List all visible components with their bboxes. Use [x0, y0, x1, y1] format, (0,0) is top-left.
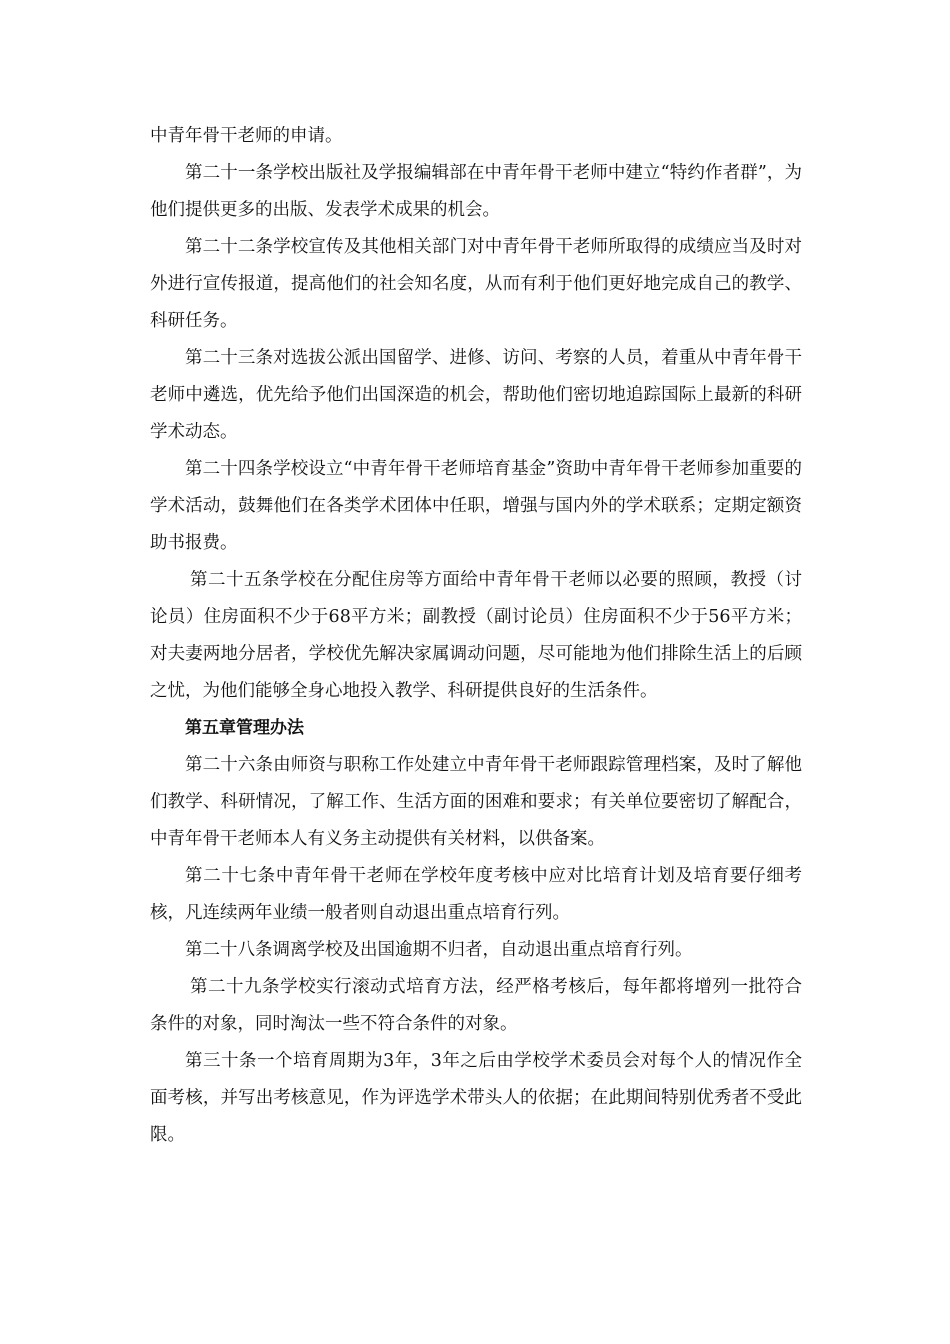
article-30: 第三十条一个培育周期为3年，3年之后由学校学术委员会对每个人的情况作全面考核，并写出考核意见，作为评选学术带头人的依据；在此期间特别优秀者不受此限。 [150, 1051, 802, 1145]
chapter-5-heading: 第五章管理办法 [185, 718, 304, 738]
article-25: 第二十五条学校在分配住房等方面给中青年骨干老师以必要的照顾，教授（讨论员）住房面积不少于68平方米；副教授（副讨论员）住房面积不少于56平方米；对夫妻两地分居者，学校优先解决家属调动问题，尽可能地为他们排除生活上的后顾之忧，为他们能够全身心地投入教学、科研提供良好的生活条件。 [150, 570, 802, 701]
article-23: 第二十三条对选拔公派出国留学、进修、访问、考察的人员，着重从中青年骨干老师中遴选，优先给予他们出国深造的机会，帮助他们密切地追踪国际上最新的科研学术动态。 [150, 348, 802, 442]
article-22: 第二十二条学校宣传及其他相关部门对中青年骨干老师所取得的成绩应当及时对外进行宣传报道，提高他们的社会知名度，从而有利于他们更好地完成自己的教学、科研任务。 [150, 237, 802, 331]
paragraph-continuation: 中青年骨干老师的申请。 [150, 126, 343, 146]
article-28: 第二十八条调离学校及出国逾期不归者，自动退出重点培育行列。 [185, 940, 693, 960]
article-27: 第二十七条中青年骨干老师在学校年度考核中应对比培育计划及培育要仔细考核，凡连续两年业绩一般者则自动退出重点培育行列。 [150, 866, 802, 923]
article-26: 第二十六条由师资与职称工作处建立中青年骨干老师跟踪管理档案，及时了解他们教学、科研情况，了解工作、生活方面的困难和要求；有关单位要密切了解配合，中青年骨干老师本人有义务主动提供有关材料，以供备案。 [150, 755, 802, 849]
article-24: 第二十四条学校设立“中青年骨干老师培育基金”资助中青年骨干老师参加重要的学术活动，鼓舞他们在各类学术团体中任职，增强与国内外的学术联系；定期定额资助书报费。 [150, 459, 802, 553]
article-29: 第二十九条学校实行滚动式培育方法，经严格考核后，每年都将增列一批符合条件的对象，同时淘汰一些不符合条件的对象。 [150, 977, 802, 1034]
document-page [150, 118, 802, 1154]
article-21: 第二十一条学校出版社及学报编辑部在中青年骨干老师中建立“特约作者群”，为他们提供更多的出版、发表学术成果的机会。 [150, 163, 802, 220]
